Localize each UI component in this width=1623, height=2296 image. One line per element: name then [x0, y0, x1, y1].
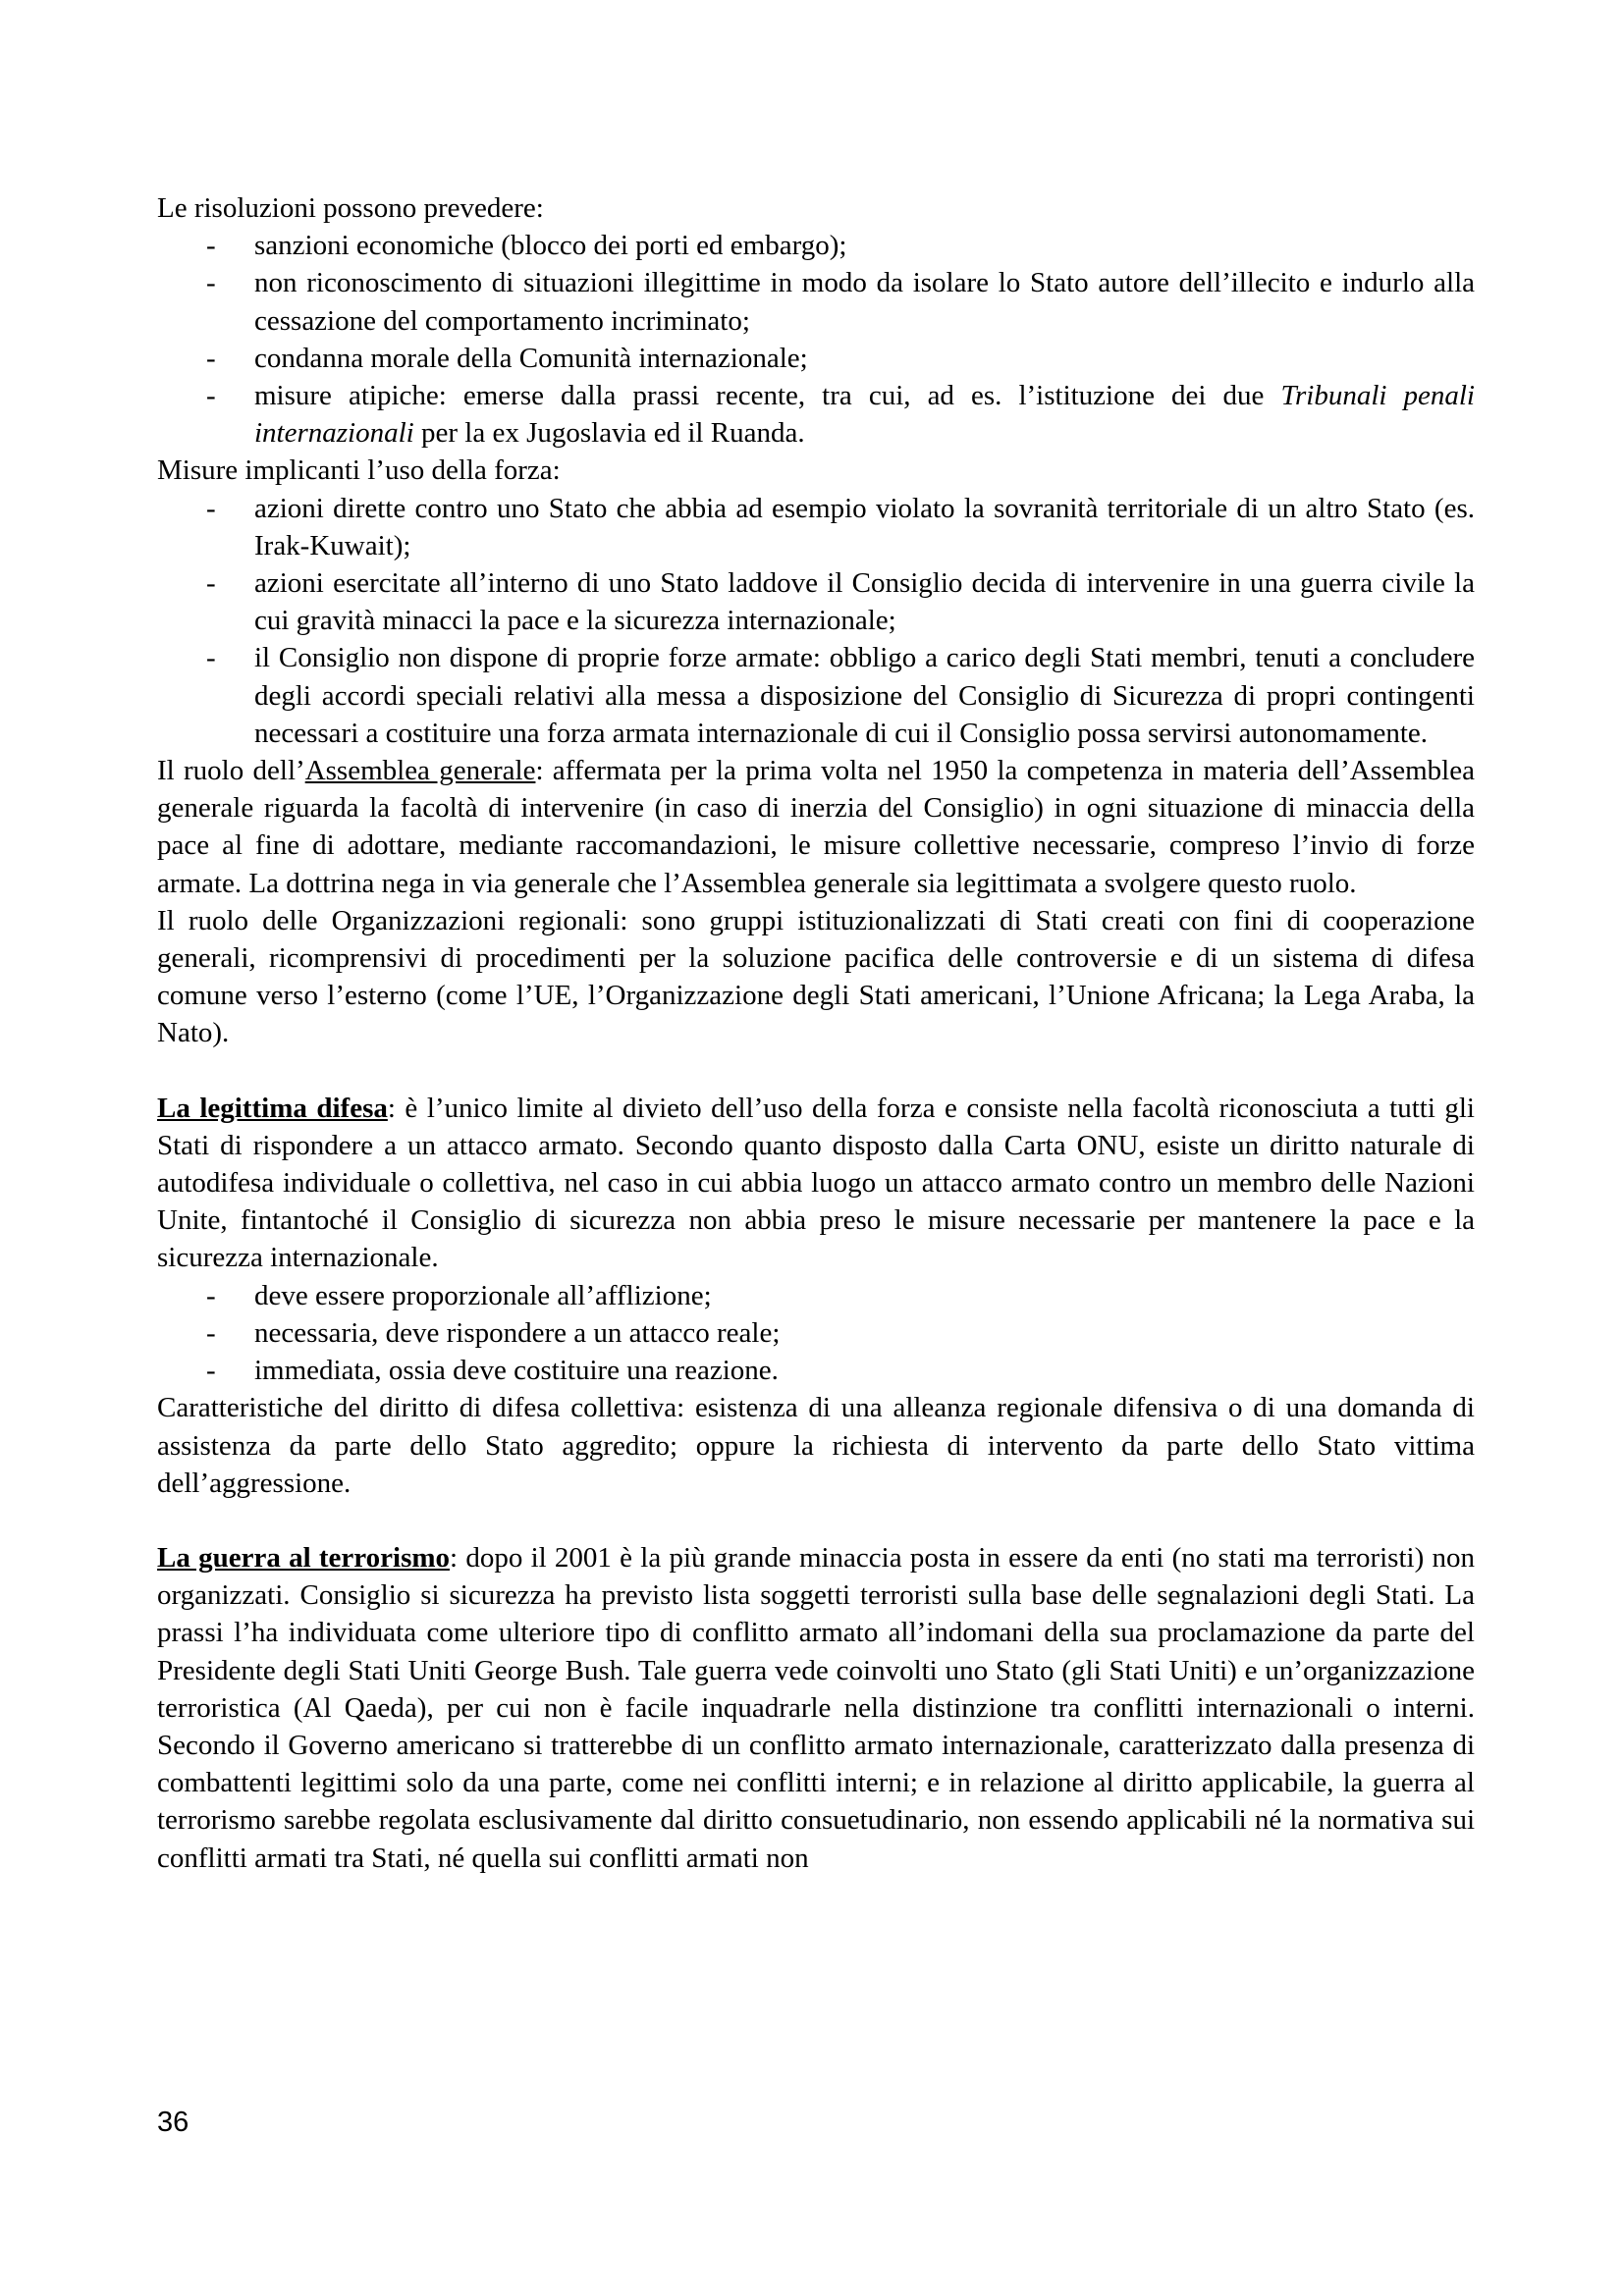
item-text: misure atipiche: emerse dalla prassi recente, tra cui, ad es. l’istituzione dei due [254, 380, 1281, 412]
difesa-collettiva-paragraph: Caratteristiche del diritto di difesa collettiva: esistenza di una alleanza regionale difensiva o di una domanda di assistenza da parte dello Stato aggredito; oppure la richiesta di intervento da parte dello Stato vittima dell’aggressione. [157, 1392, 1475, 1499]
forza-list [157, 490, 1475, 752]
list-item: - il Consiglio non dispone di proprie forze armate: obbligo a carico degli Stati membri, tenuti a concludere degli accordi speciali relativi alla messa a disposizione del Consiglio di Sicurezza di propri contingenti necessari a costituire una forza armata internazionale di cui il Consiglio possa servirsi autonomamente. [157, 639, 1475, 752]
list-item: - azioni dirette contro uno Stato che abbia ad esempio violato la sovranità territoriale di un altro Stato (es. Irak-Kuwait); [157, 490, 1475, 564]
list-item: - condanna morale della Comunità internazionale; [157, 340, 1475, 377]
legittima-difesa-list [157, 1277, 1475, 1390]
assemblea-prefix: Il ruolo dell’ [157, 755, 305, 787]
list-item: - sanzioni economiche (blocco dei porti ed embargo); [157, 227, 1475, 264]
terrorismo-paragraph [157, 1539, 1475, 1877]
organizzazioni-paragraph: Il ruolo delle Organizzazioni regionali: sono gruppi istituzionalizzati di Stati creati con fini di cooperazione generali, ricomprensivi di procedimenti per la soluzione pacifica delle controversie e di un sistema di difesa comune verso l’esterno (come l’UE, l’Organizzazione degli Stati americani, l’Unione Africana; la Lega Araba, la Nato). [157, 904, 1475, 1049]
list-item [157, 377, 1475, 452]
list-item: - necessaria, deve rispondere a un attacco reale; [157, 1314, 1475, 1352]
page-number: 36 [157, 2107, 189, 2138]
section-text: : dopo il 2001 è la più grande minaccia posta in essere da enti (no stati ma terroristi) non organizzati. Consiglio si sicurezza ha previsto lista soggetti terroristi sulla base delle segnalazioni degli Stati. La prassi l’ha individuata come ulteriore tipo di conflitto armato all’indomani della sua proclamazione da parte del Presidente degli Stati Uniti George Bush. Tale guerra vede coinvolti uno Stato (gli Stati Uniti) e un’organizzazione terroristica (Al Qaeda), per cui non è facile inquadrarle nella distinzione tra conflitti internazionali o interni. Secondo il Governo americano si tratterebbe di un conflitto armato internazionale, caratterizzato dalla presenza di combattenti legittimi solo da una parte, come nei conflitti interni; e in relazione al diritto applicabile, la guerra al terrorismo sarebbe regolata esclusivamente dal diritto consuetudinario, non essendo applicabili né la normativa sui conflitti armati tra Stati, né quella sui conflitti armati non [157, 1541, 1475, 1874]
assemblea-term: Assemblea generale [304, 755, 536, 787]
italic-term: Tribunali penali internazionali [254, 380, 1475, 450]
spacer [157, 1502, 1475, 1539]
page-body [157, 189, 1475, 1877]
section-text: : è l’unico limite al divieto dell’uso della forza e consiste nella facoltà riconosciuta a tutti gli Stati di rispondere a un attacco armato. Secondo quanto disposto dalla Carta ONU, esiste un diritto naturale di autodifesa individuale o collettiva, nel caso in cui abbia luogo un attacco armato contro un membro delle Nazioni Unite, fintantoché il Consiglio di sicurezza non abbia preso le misure necessarie per mantenere la pace e la sicurezza internazionale. [157, 1092, 1475, 1274]
assemblea-paragraph [157, 752, 1475, 902]
spacer [157, 1052, 1475, 1090]
forza-intro: Misure implicanti l’uso della forza: [157, 454, 561, 487]
item-text: per la ex Jugoslavia ed il Ruanda. [413, 417, 805, 450]
risoluzioni-list [157, 227, 1475, 452]
list-item: - deve essere proporzionale all’afflizione; [157, 1277, 1475, 1314]
assemblea-text: : affermata per la prima volta nel 1950 la competenza in materia dell’Assemblea generale riguarda la facoltà di intervenire (in caso di inerzia del Consiglio) in ogni situazione di minaccia della pace al fine di adottare, mediante raccomandazioni, le misure collettive necessarie, compreso l’invio di forze armate. La dottrina nega in via generale che l’Assemblea generale sia legittimata a svolgere questo ruolo. [157, 755, 1475, 899]
risoluzioni-intro: Le risoluzioni possono prevedere: [157, 192, 544, 224]
section-heading: La legittima difesa [157, 1092, 388, 1124]
list-item: - immediata, ossia deve costituire una reazione. [157, 1352, 1475, 1389]
legittima-difesa-paragraph [157, 1090, 1475, 1277]
section-heading: La guerra al terrorismo [157, 1541, 451, 1574]
list-item: - azioni esercitate all’interno di uno Stato laddove il Consiglio decida di intervenire in una guerra civile la cui gravità minacci la pace e la sicurezza internazionale; [157, 564, 1475, 639]
list-item: - non riconoscimento di situazioni illegittime in modo da isolare lo Stato autore dell’illecito e indurlo alla cessazione del comportamento incriminato; [157, 264, 1475, 339]
